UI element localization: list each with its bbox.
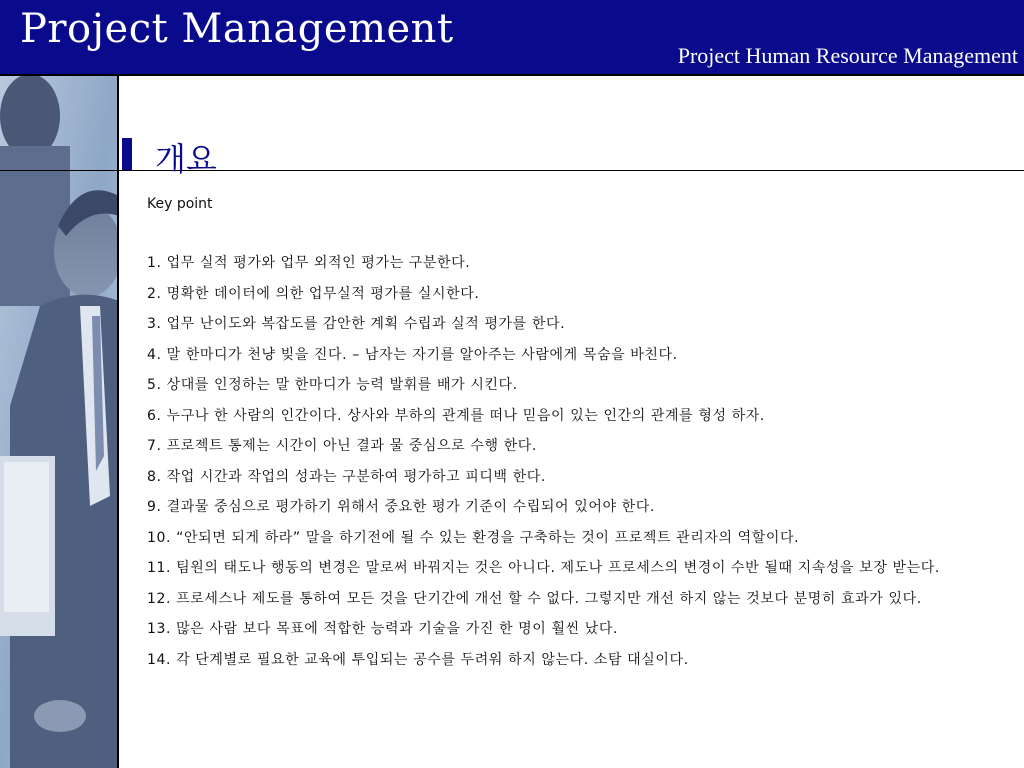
list-item: 11. 팀원의 태도나 행동의 변경은 말로써 바꿔지는 것은 아니다. 제도나 프로세스의 변경이 수반 될때 지속성을 보장 받는다. bbox=[147, 560, 940, 576]
list-item: 1. 업무 실적 평가와 업무 외적인 평가는 구분한다. bbox=[147, 255, 471, 271]
horizontal-divider bbox=[0, 170, 1024, 171]
list-item: 10. “안되면 되게 하라” 말을 하기전에 될 수 있는 환경을 구축하는 것이 프로젝트 관리자의 역할이다. bbox=[147, 529, 800, 546]
list-item: 9. 결과물 중심으로 평가하기 위해서 중요한 평가 기준이 수립되어 있어야 한다. bbox=[147, 499, 655, 515]
list-item: 13. 많은 사람 보다 목표에 적합한 능력과 기술을 가진 한 명이 훨씬 났다. bbox=[147, 621, 619, 637]
keypoint-label: Key point bbox=[147, 196, 213, 212]
title-bar bbox=[0, 0, 1024, 76]
section-heading: 개요 bbox=[155, 140, 217, 178]
list-item: 3. 업무 난이도와 복잡도를 감안한 계획 수립과 실적 평가를 한다. bbox=[147, 316, 566, 332]
list-item: 7. 프로젝트 통제는 시간이 아닌 결과 물 중심으로 수행 한다. bbox=[147, 438, 537, 454]
list-item: 5. 상대를 인정하는 말 한마디가 능력 발휘를 배가 시킨다. bbox=[147, 377, 518, 393]
side-decorative-photo bbox=[0, 76, 119, 768]
list-item: 6. 누구나 한 사람의 인간이다. 상사와 부하의 관계를 떠나 믿음이 있는 인간의 관계를 형성 하자. bbox=[147, 407, 765, 424]
content-body bbox=[147, 195, 982, 681]
list-item: 14. 각 단계별로 필요한 교육에 투입되는 공수를 두려워 하지 않는다. 소탐 대실이다. bbox=[147, 651, 689, 668]
slide-title: Project Management bbox=[20, 6, 454, 52]
square-bullet-icon bbox=[122, 138, 132, 170]
list-item: 2. 명확한 데이터에 의한 업무실적 평가를 실시한다. bbox=[147, 285, 480, 302]
list-item: 4. 말 한마디가 천냥 빚을 진다. – 남자는 자기를 알아주는 사람에게 목숨을 바친다. bbox=[147, 346, 678, 363]
list-item: 12. 프로세스나 제도를 통하여 모든 것을 단기간에 개선 할 수 없다. 그렇지만 개선 하지 않는 것보다 분명히 효과가 있다. bbox=[147, 590, 922, 607]
list-item: 8. 작업 시간과 작업의 성과는 구분하여 평가하고 피디백 한다. bbox=[147, 468, 546, 485]
slide-subtitle: Project Human Resource Management bbox=[677, 43, 1018, 68]
